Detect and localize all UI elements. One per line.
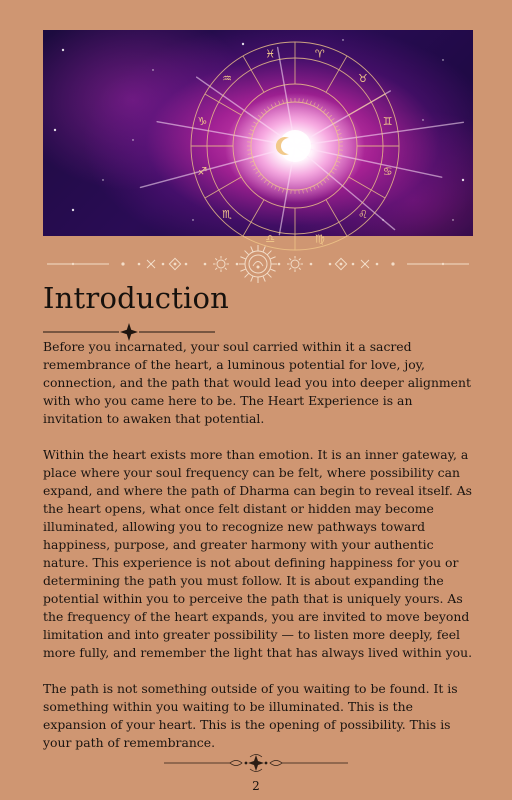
zodiac-sign-icon: ♒ [222, 72, 233, 86]
zodiac-sign-icon: ♐ [197, 164, 208, 178]
zodiac-sign-icon: ♋ [382, 164, 393, 178]
center-glow [279, 130, 311, 162]
intro-paragraph-1: Before you incarnated, your soul carried within it a sacred remembrance of the heart, a luminous potential for love, joy, connection, and the path that would lead you into deeper alignment with who you came here to be. The Heart Experience is an invitation to awaken that potential. [43, 339, 471, 426]
zodiac-sign-icon: ♑ [197, 115, 208, 129]
stars [54, 39, 464, 220]
zodiac-sign-icon: ♎ [265, 232, 276, 246]
zodiac-sign-icon: ♊ [382, 115, 393, 129]
zodiac-sign-icon: ♓ [265, 47, 276, 61]
zodiac-sign-icon: ♈ [314, 47, 325, 61]
zodiac-sign-icon: ♍ [314, 232, 325, 246]
zodiac-wheel-illustration [43, 30, 473, 246]
ornamental-flourish-divider [160, 752, 352, 774]
page-number: 2 [252, 779, 260, 793]
page-title: Introduction [43, 281, 230, 315]
zodiac-sign-icon: ♏ [222, 207, 233, 221]
intro-paragraph-3: The path is not something outside of you waiting to be found. It is something within you waiting to be illuminated. This is the expansion of your heart. This is the opening of possibility. This is your path of remembrance. [43, 681, 458, 750]
zodiac-sign-icon: ♌ [357, 207, 368, 221]
intro-body [43, 338, 475, 770]
flourish-star-icon [248, 755, 264, 771]
zodiac-sign-icon: ♉ [357, 72, 368, 86]
sun-mandala-icon [239, 245, 277, 283]
intro-paragraph-2: Within the heart exists more than emotion. It is an inner gateway, a place where your soul frequency can be felt, where possibility can expand, and where the path of Dharma can begin to reveal itself. As the heart opens, what once felt distant or hidden may become illuminated, allowing you to recognize new pathways toward happiness, purpose, and greater harmony with your authentic nature. This experience is not about defining happiness for you or determining the path you must follow. It is about expanding the potential within you to perceive the path that is uniquely yours. As the frequency of the heart expands, you are invited to move beyond limitation and into greater possibility — to listen more deeply, feel more fully, and remember the light that has always lived within you. [43, 447, 473, 660]
hero-image [43, 30, 473, 246]
